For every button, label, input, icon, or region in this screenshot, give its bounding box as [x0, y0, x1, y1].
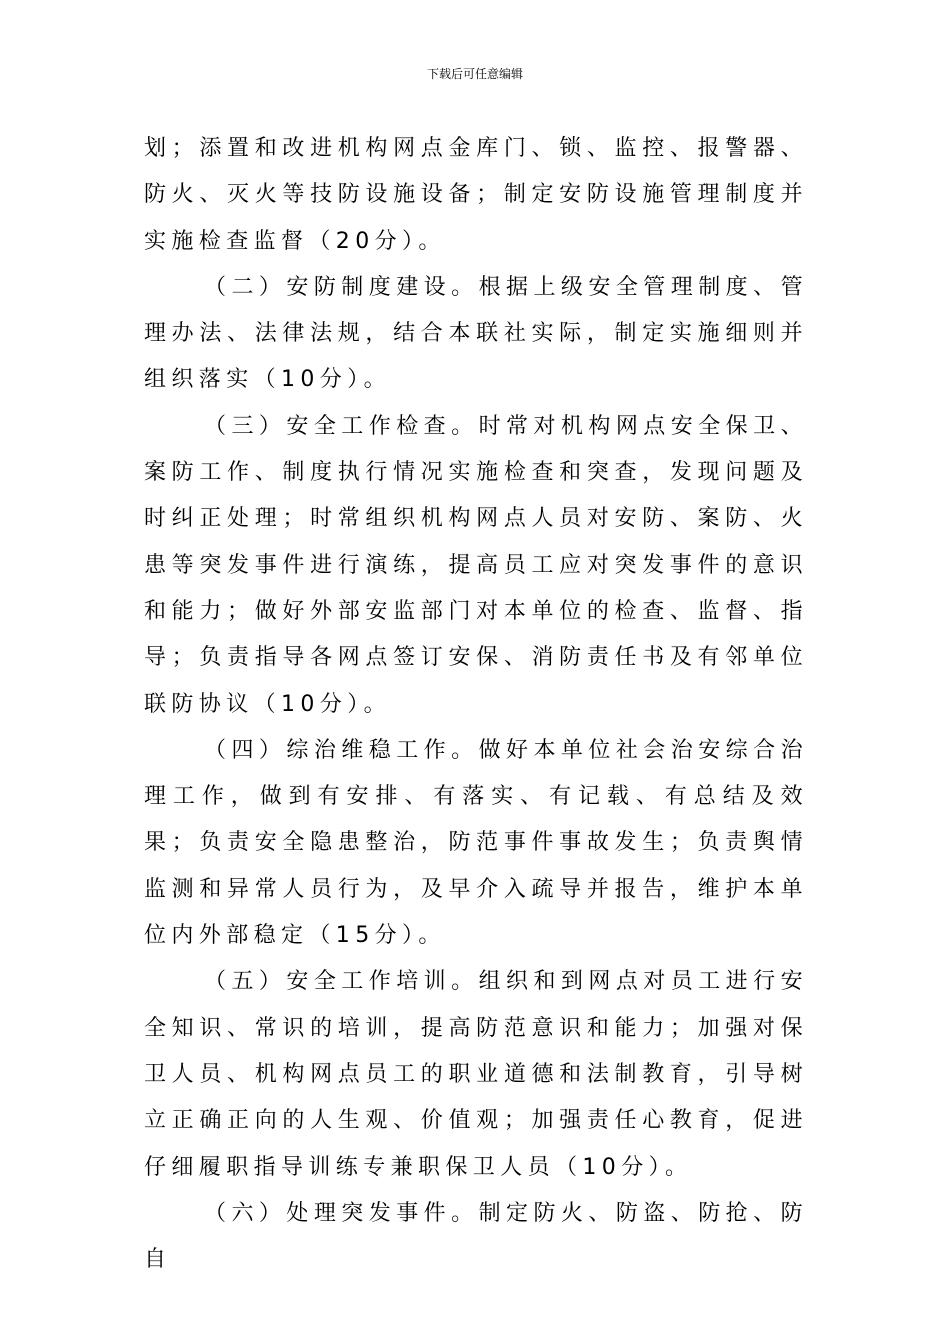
- page-header: 下载后可任意编辑: [426, 67, 523, 81]
- paragraph-section-2: （二）安防制度建设。根据上级安全管理制度、管理办法、法律法规，结合本联社实际，制定实施细则并组织落实（10分）。: [144, 274, 808, 393]
- paragraph-section-3: （三）安全工作检查。时常对机构网点安全保卫、案防工作、制度执行情况实施检查和突查，发现问题及时纠正处理；时常组织机构网点人员对安防、案防、火患等突发事件进行演练，提高员工应对突发事件的意识和能力；做好外部安监部门对本单位的检查、监督、指导；负责指导各网点签订安保、消防责任书及有邻单位联防协议（10分）。: [144, 413, 808, 717]
- paragraph-section-4: （四）综治维稳工作。做好本单位社会治安综合治理工作，做到有安排、有落实、有记载、有总结及效果；负责安全隐患整治，防范事件事故发生；负责舆情监测和异常人员行为，及早介入疏导并报告，维护本单位内外部稳定（15分）。: [144, 737, 808, 949]
- paragraph-section-5: （五）安全工作培训。组织和到网点对员工进行安全知识、常识的培训，提高防范意识和能力；加强对保卫人员、机构网点员工的职业道德和法制教育，引导树立正确正向的人生观、价值观；加强责任心教育，促进仔细履职指导训练专兼职保卫人员（10分）。: [144, 969, 808, 1180]
- document-body: [144, 126, 808, 1283]
- paragraph-section-6: （六）处理突发事件。制定防火、防盗、防抢、防自: [144, 1200, 808, 1273]
- paragraph-continuation: 划；添置和改进机构网点金库门、锁、监控、报警器、防火、灭火等技防设施设备；制定安防设施管理制度并实施检查监督（20分）。: [144, 136, 808, 254]
